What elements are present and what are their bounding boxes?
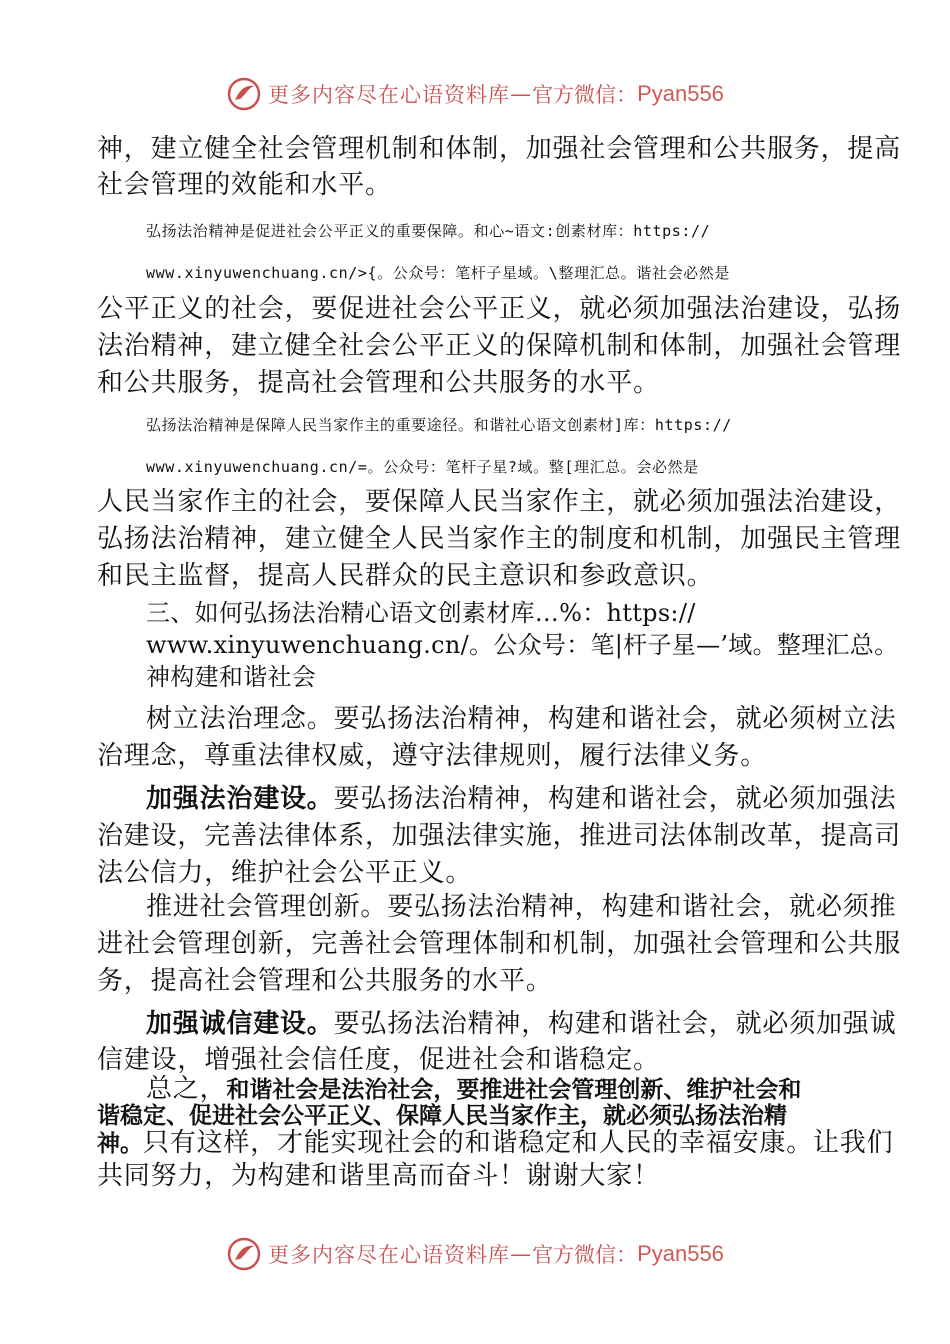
text-line: 治建设，完善法律体系，加强法律实施，推进司法体制改革，提高司: [97, 821, 902, 851]
text-line: [146, 778, 896, 815]
text-line: 人民当家作主的社会，要保障人民当家作主，就必须加强法治建设，: [97, 487, 902, 517]
text-span: 只有这样，才能实现社会的和谐稳定和人民的幸福安康。让我们: [143, 1128, 894, 1158]
brand-logo-icon: [226, 76, 262, 112]
bold-lead: 加强法治建设。: [146, 784, 334, 814]
footer-watermark-banner: [0, 1232, 950, 1276]
text-line: [97, 1122, 893, 1159]
section-heading: 神构建和谐社会: [146, 663, 317, 691]
text-line: 推进社会管理创新。要弘扬法治精神，构建和谐社会，就必须推: [146, 892, 897, 922]
text-line: 进社会管理创新，完善社会管理体制和机制，加强社会管理和公共服: [97, 929, 902, 959]
text-span: 总之，: [146, 1074, 227, 1104]
brand-logo-icon: [226, 1236, 262, 1272]
bold-lead: 加强诚信建设。: [146, 1009, 334, 1039]
text-line: 共同努力，为构建和谐里高而奋斗！谢谢大家！: [97, 1161, 660, 1191]
section-heading: 三、如何弘扬法治精心语文创素材库…%：https://: [146, 599, 696, 627]
text-line: 务，提高社会管理和公共服务的水平。: [97, 966, 553, 996]
text-line: 法治精神，建立健全社会公平正义的保障机制和体制，加强社会管理: [97, 331, 902, 361]
watermark-line: www.xinyuwenchuang.cn/>{。公众号：笔杆子星域。\整理汇总。谐社会必然是: [146, 264, 730, 282]
bold-span: 神。: [97, 1131, 143, 1157]
section-heading: www.xinyuwenchuang.cn/。公众号：笔|杆子星—’域。整理汇总。: [146, 631, 899, 659]
text-line: 社会管理的效能和水平。: [97, 170, 392, 200]
text-span: 要弘扬法治精神，构建和谐社会，就必须加强法: [333, 784, 897, 814]
banner-text: 更多内容尽在心语资料库: [268, 83, 511, 107]
banner-dash: —: [510, 1242, 533, 1266]
banner-wechat-label: 官方微信：: [532, 1243, 638, 1267]
watermark-line: 弘扬法治精神是保障人民当家作主的重要途径。和谐社心语文创素材]库：https://: [146, 416, 732, 434]
text-line: 弘扬法治精神，建立健全人民当家作主的制度和机制，加强民主管理: [97, 524, 902, 554]
text-line: 信建设，增强社会信任度，促进社会和谐稳定。: [97, 1045, 660, 1075]
text-line: 和民主监督，提高人民群众的民主意识和参政意识。: [97, 561, 714, 591]
header-watermark-banner: [0, 72, 950, 116]
bold-span: 和谐社会是法治社会，要推进社会管理创新、维护社会和: [226, 1077, 802, 1103]
banner-dash: —: [510, 82, 533, 106]
bold-line: 谐稳定、促进社会公平正义、保障人民当家作主，就必须弘扬法治精: [97, 1103, 787, 1129]
text-line: 和公共服务，提高社会管理和公共服务的水平。: [97, 368, 660, 398]
text-line: 治理念，尊重法律权威，遵守法律规则，履行法律义务。: [97, 741, 768, 771]
banner-wechat-label: 官方微信：: [532, 83, 638, 107]
watermark-line: www.xinyuwenchuang.cn/=。公众号：笔杆子星?域。整[理汇总。会必然是: [146, 458, 699, 476]
banner-text: 更多内容尽在心语资料库: [268, 1243, 511, 1267]
text-span: 要弘扬法治精神，构建和谐社会，就必须加强诚: [333, 1009, 897, 1039]
text-line: 神，建立健全社会管理机制和体制，加强社会管理和公共服务，提高: [97, 134, 902, 164]
text-line: 公平正义的社会，要促进社会公平正义，就必须加强法治建设，弘扬: [97, 294, 902, 324]
banner-wechat-id: Pyan556: [637, 81, 724, 106]
text-line: [146, 1003, 896, 1040]
banner-wechat-id: Pyan556: [637, 1241, 724, 1266]
text-line: 法公信力，维护社会公平正义。: [97, 858, 473, 888]
text-line: 树立法治理念。要弘扬法治精神，构建和谐社会，就必须树立法: [146, 704, 897, 734]
watermark-line: 弘扬法治精神是促进社会公平正义的重要保障。和心~语文:创素材库：https://: [146, 222, 711, 240]
